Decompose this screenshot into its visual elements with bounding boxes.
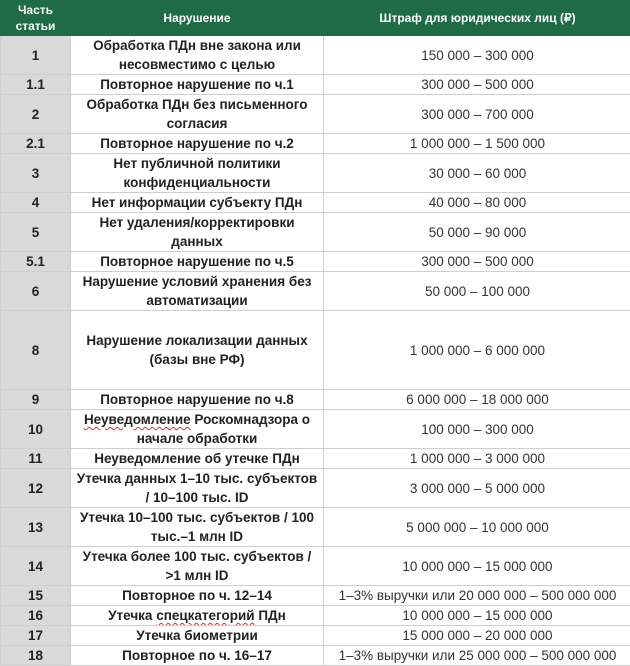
fine-cell: 6 000 000 – 18 000 000 (324, 390, 630, 410)
fine-cell: 300 000 – 500 000 (324, 252, 630, 272)
part-cell: 12 (1, 469, 71, 508)
table-row (1, 311, 630, 390)
violation-cell: Утечка 10–100 тыс. субъектов / 100 тыс.–1 млн ID (71, 508, 324, 547)
fine-cell: 150 000 – 300 000 (324, 36, 630, 75)
spellcheck-word: спецкатегорий (156, 608, 254, 623)
table-row (1, 626, 630, 646)
part-cell: 11 (1, 449, 71, 469)
part-cell: 5 (1, 213, 71, 252)
fine-cell: 30 000 – 60 000 (324, 154, 630, 193)
violation-cell: Неуведомление об утечке ПДн (71, 449, 324, 469)
part-cell: 14 (1, 547, 71, 586)
violation-cell: Повторное по ч. 12–14 (71, 586, 324, 606)
fine-cell: 50 000 – 90 000 (324, 213, 630, 252)
fine-cell: 1 000 000 – 1 500 000 (324, 134, 630, 154)
violation-cell: Обработка ПДн без письменного согласия (71, 95, 324, 134)
violation-cell: Повторное нарушение по ч.8 (71, 390, 324, 410)
fine-cell: 40 000 – 80 000 (324, 193, 630, 213)
violation-cell: Повторное по ч. 16–17 (71, 646, 324, 666)
violation-cell: Утечка биометрии (71, 626, 324, 646)
table-row (1, 508, 630, 547)
violation-cell: Нет удаления/корректировки данных (71, 213, 324, 252)
table-row (1, 646, 630, 666)
violation-cell: Нарушение условий хранения без автоматизации (71, 272, 324, 311)
fine-cell: 10 000 000 – 15 000 000 (324, 606, 630, 626)
spellcheck-word: Неуведомление (84, 412, 191, 427)
table-row (1, 95, 630, 134)
table-row (1, 606, 630, 626)
violation-cell: Повторное нарушение по ч.1 (71, 75, 324, 95)
fine-cell: 100 000 – 300 000 (324, 410, 630, 449)
violation-cell: Повторное нарушение по ч.5 (71, 252, 324, 272)
part-cell: 6 (1, 272, 71, 311)
fine-cell: 10 000 000 – 15 000 000 (324, 547, 630, 586)
part-cell: 13 (1, 508, 71, 547)
table-row (1, 193, 630, 213)
violation-cell: Утечка данных 1–10 тыс. субъектов / 10–100 тыс. ID (71, 469, 324, 508)
violation-cell: Обработка ПДн вне закона или несовместимо с целью (71, 36, 324, 75)
violation-cell: Нарушение локализации данных (базы вне РФ) (71, 311, 324, 390)
part-cell: 15 (1, 586, 71, 606)
table-row (1, 75, 630, 95)
fine-cell: 3 000 000 – 5 000 000 (324, 469, 630, 508)
violation-text: Утечка (108, 608, 156, 623)
table-header-row (1, 1, 630, 36)
fine-cell: 5 000 000 – 10 000 000 (324, 508, 630, 547)
part-cell: 3 (1, 154, 71, 193)
table-row (1, 449, 630, 469)
table-row (1, 36, 630, 75)
violation-cell (71, 410, 324, 449)
header-part: Часть статьи (1, 1, 71, 36)
part-cell: 2 (1, 95, 71, 134)
part-cell: 10 (1, 410, 71, 449)
part-cell: 1.1 (1, 75, 71, 95)
header-violation: Нарушение (71, 1, 324, 36)
violation-cell: Утечка более 100 тыс. субъектов / >1 млн ID (71, 547, 324, 586)
table-row (1, 410, 630, 449)
part-cell: 5.1 (1, 252, 71, 272)
fine-cell: 15 000 000 – 20 000 000 (324, 626, 630, 646)
fine-cell: 1 000 000 – 6 000 000 (324, 311, 630, 390)
part-cell: 17 (1, 626, 71, 646)
violation-cell: Повторное нарушение по ч.2 (71, 134, 324, 154)
violation-cell: Нет информации субъекту ПДн (71, 193, 324, 213)
table-row (1, 213, 630, 252)
table-row (1, 469, 630, 508)
fine-cell: 300 000 – 700 000 (324, 95, 630, 134)
table-row (1, 134, 630, 154)
part-cell: 8 (1, 311, 71, 390)
table-row (1, 272, 630, 311)
header-fine: Штраф для юридических лиц (₽) (324, 1, 630, 36)
part-cell: 2.1 (1, 134, 71, 154)
fine-cell: 1–3% выручки или 25 000 000 – 500 000 000 (324, 646, 630, 666)
table-row (1, 252, 630, 272)
fine-cell: 1–3% выручки или 20 000 000 – 500 000 000 (324, 586, 630, 606)
part-cell: 9 (1, 390, 71, 410)
table-row (1, 547, 630, 586)
part-cell: 4 (1, 193, 71, 213)
violation-cell: Нет публичной политики конфиденциальности (71, 154, 324, 193)
part-cell: 1 (1, 36, 71, 75)
violation-text: ПДн (255, 608, 286, 623)
part-cell: 18 (1, 646, 71, 666)
table-row (1, 390, 630, 410)
violation-cell (71, 606, 324, 626)
table-row (1, 586, 630, 606)
table-row (1, 154, 630, 193)
fine-cell: 50 000 – 100 000 (324, 272, 630, 311)
fine-cell: 1 000 000 – 3 000 000 (324, 449, 630, 469)
part-cell: 16 (1, 606, 71, 626)
fine-cell: 300 000 – 500 000 (324, 75, 630, 95)
violation-text: Роскомнадзора о начале обработки (137, 412, 310, 446)
